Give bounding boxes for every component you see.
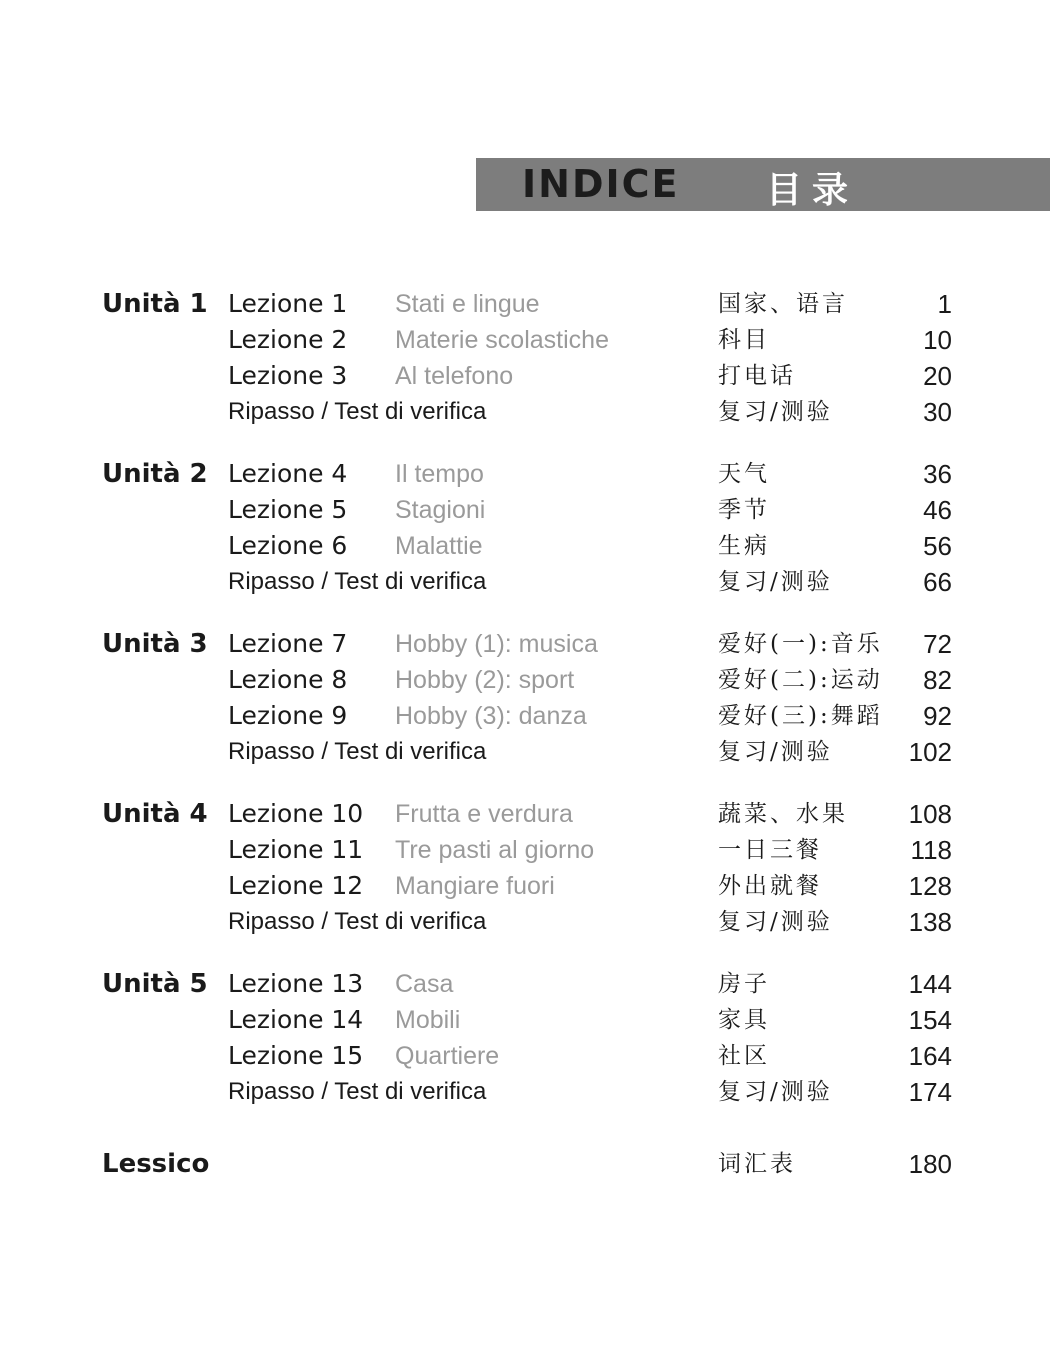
toc-row[interactable] xyxy=(0,870,1050,906)
page-number: 1 xyxy=(937,289,952,319)
review-label: Ripasso / Test di verifica xyxy=(228,568,487,595)
lessico-row[interactable] xyxy=(0,1148,1050,1184)
lessico-label: Lessico xyxy=(102,1149,210,1179)
lesson-title: Stagioni xyxy=(395,496,486,524)
page-number: 30 xyxy=(923,397,952,427)
page-number: 82 xyxy=(923,665,952,695)
lesson-label: Lezione 1 xyxy=(228,289,348,318)
review-label-cn: 复习/测验 xyxy=(718,1079,833,1105)
review-label: Ripasso / Test di verifica xyxy=(228,738,487,765)
lesson-title-cn: 生病 xyxy=(718,533,770,559)
lesson-label: Lezione 7 xyxy=(228,629,348,658)
lesson-label: Lezione 12 xyxy=(228,871,364,900)
toc-row[interactable] xyxy=(0,288,1050,324)
review-label-cn: 复习/测验 xyxy=(718,569,833,595)
lesson-title: Quartiere xyxy=(395,1042,500,1070)
unit-label: Unità 2 xyxy=(102,459,208,489)
toc-row[interactable] xyxy=(0,324,1050,360)
review-label: Ripasso / Test di verifica xyxy=(228,908,487,935)
page-number: 108 xyxy=(908,799,952,829)
lesson-title-cn: 外出就餐 xyxy=(718,873,822,899)
toc-row[interactable] xyxy=(0,968,1050,1004)
unit-5-section xyxy=(0,968,1050,1112)
lesson-title: Mobili xyxy=(395,1006,461,1034)
unit-label: Unità 1 xyxy=(102,289,208,319)
unit-4-section xyxy=(0,798,1050,942)
unit-2-section xyxy=(0,458,1050,602)
lesson-label: Lezione 6 xyxy=(228,531,348,560)
index-title: INDICE xyxy=(522,162,680,206)
index-title-cn: 目录 xyxy=(766,170,859,211)
unit-1-section xyxy=(0,288,1050,432)
unit-label: Unità 5 xyxy=(102,969,208,999)
review-row[interactable] xyxy=(0,736,1050,772)
toc-row[interactable] xyxy=(0,530,1050,566)
lesson-label: Lezione 8 xyxy=(228,665,348,694)
lesson-title: Al telefono xyxy=(395,362,514,390)
lesson-title: Hobby (3): danza xyxy=(395,702,587,730)
lesson-title-cn: 打电话 xyxy=(718,363,796,389)
review-row[interactable] xyxy=(0,566,1050,602)
lesson-label: Lezione 4 xyxy=(228,459,348,488)
page-number: 72 xyxy=(923,629,952,659)
page-number: 46 xyxy=(923,495,952,525)
lesson-title: Frutta e verdura xyxy=(395,800,573,828)
lesson-label: Lezione 2 xyxy=(228,325,348,354)
lesson-title: Malattie xyxy=(395,532,483,560)
page-number: 174 xyxy=(908,1077,952,1107)
unit-label: Unità 4 xyxy=(102,799,208,829)
review-row[interactable] xyxy=(0,1076,1050,1112)
page-number: 92 xyxy=(923,701,952,731)
page-number: 144 xyxy=(908,969,952,999)
toc-row[interactable] xyxy=(0,664,1050,700)
lessico-label-cn: 词汇表 xyxy=(718,1151,796,1177)
lesson-title-cn: 蔬菜、水果 xyxy=(718,801,848,827)
lesson-title-cn: 季节 xyxy=(718,497,770,523)
unit-label: Unità 3 xyxy=(102,629,208,659)
page-number: 66 xyxy=(923,567,952,597)
lesson-title: Mangiare fuori xyxy=(395,872,555,900)
lesson-title-cn: 爱好(三):舞蹈 xyxy=(718,703,883,729)
page-number: 118 xyxy=(910,835,952,865)
toc-row[interactable] xyxy=(0,700,1050,736)
lesson-label: Lezione 3 xyxy=(228,361,348,390)
page-number: 154 xyxy=(908,1005,952,1035)
review-label-cn: 复习/测验 xyxy=(718,399,833,425)
review-label: Ripasso / Test di verifica xyxy=(228,398,487,425)
page-number: 56 xyxy=(923,531,952,561)
lesson-title-cn: 家具 xyxy=(718,1007,770,1033)
page-number: 36 xyxy=(923,459,952,489)
toc-row[interactable] xyxy=(0,798,1050,834)
lesson-title-cn: 爱好(一):音乐 xyxy=(718,631,883,657)
lesson-label: Lezione 9 xyxy=(228,701,348,730)
toc-row[interactable] xyxy=(0,1004,1050,1040)
lesson-title-cn: 科目 xyxy=(718,327,770,353)
review-label-cn: 复习/测验 xyxy=(718,739,833,765)
lesson-title: Hobby (2): sport xyxy=(395,666,575,694)
lesson-title: Stati e lingue xyxy=(395,290,540,318)
lesson-label: Lezione 5 xyxy=(228,495,348,524)
lesson-title-cn: 一日三餐 xyxy=(718,837,822,863)
review-row[interactable] xyxy=(0,396,1050,432)
lesson-title-cn: 房子 xyxy=(718,971,770,997)
lesson-label: Lezione 11 xyxy=(228,835,364,864)
lesson-label: Lezione 15 xyxy=(228,1041,364,1070)
lesson-label: Lezione 14 xyxy=(228,1005,364,1034)
lesson-title: Hobby (1): musica xyxy=(395,630,598,658)
toc-row[interactable] xyxy=(0,628,1050,664)
lesson-title-cn: 国家、语言 xyxy=(718,291,848,317)
lesson-title: Tre pasti al giorno xyxy=(395,836,595,864)
page-number: 164 xyxy=(908,1041,952,1071)
toc-row[interactable] xyxy=(0,834,1050,870)
review-row[interactable] xyxy=(0,906,1050,942)
toc-row[interactable] xyxy=(0,1040,1050,1076)
page-number: 10 xyxy=(923,325,952,355)
toc-row[interactable] xyxy=(0,458,1050,494)
lesson-title-cn: 天气 xyxy=(718,461,770,487)
lesson-title: Casa xyxy=(395,970,454,998)
review-label-cn: 复习/测验 xyxy=(718,909,833,935)
page-number: 128 xyxy=(908,871,952,901)
lesson-title-cn: 爱好(二):运动 xyxy=(718,667,883,693)
toc-row[interactable] xyxy=(0,360,1050,396)
review-label: Ripasso / Test di verifica xyxy=(228,1078,487,1105)
page-number: 138 xyxy=(908,907,952,937)
page-number: 20 xyxy=(923,361,952,391)
unit-3-section xyxy=(0,628,1050,772)
lesson-title: Il tempo xyxy=(395,460,484,488)
lesson-label: Lezione 10 xyxy=(228,799,364,828)
page-number: 180 xyxy=(908,1149,952,1179)
lesson-title: Materie scolastiche xyxy=(395,326,609,354)
lesson-title-cn: 社区 xyxy=(718,1043,770,1069)
toc-row[interactable] xyxy=(0,494,1050,530)
lesson-label: Lezione 13 xyxy=(228,969,364,998)
page-number: 102 xyxy=(908,737,952,767)
